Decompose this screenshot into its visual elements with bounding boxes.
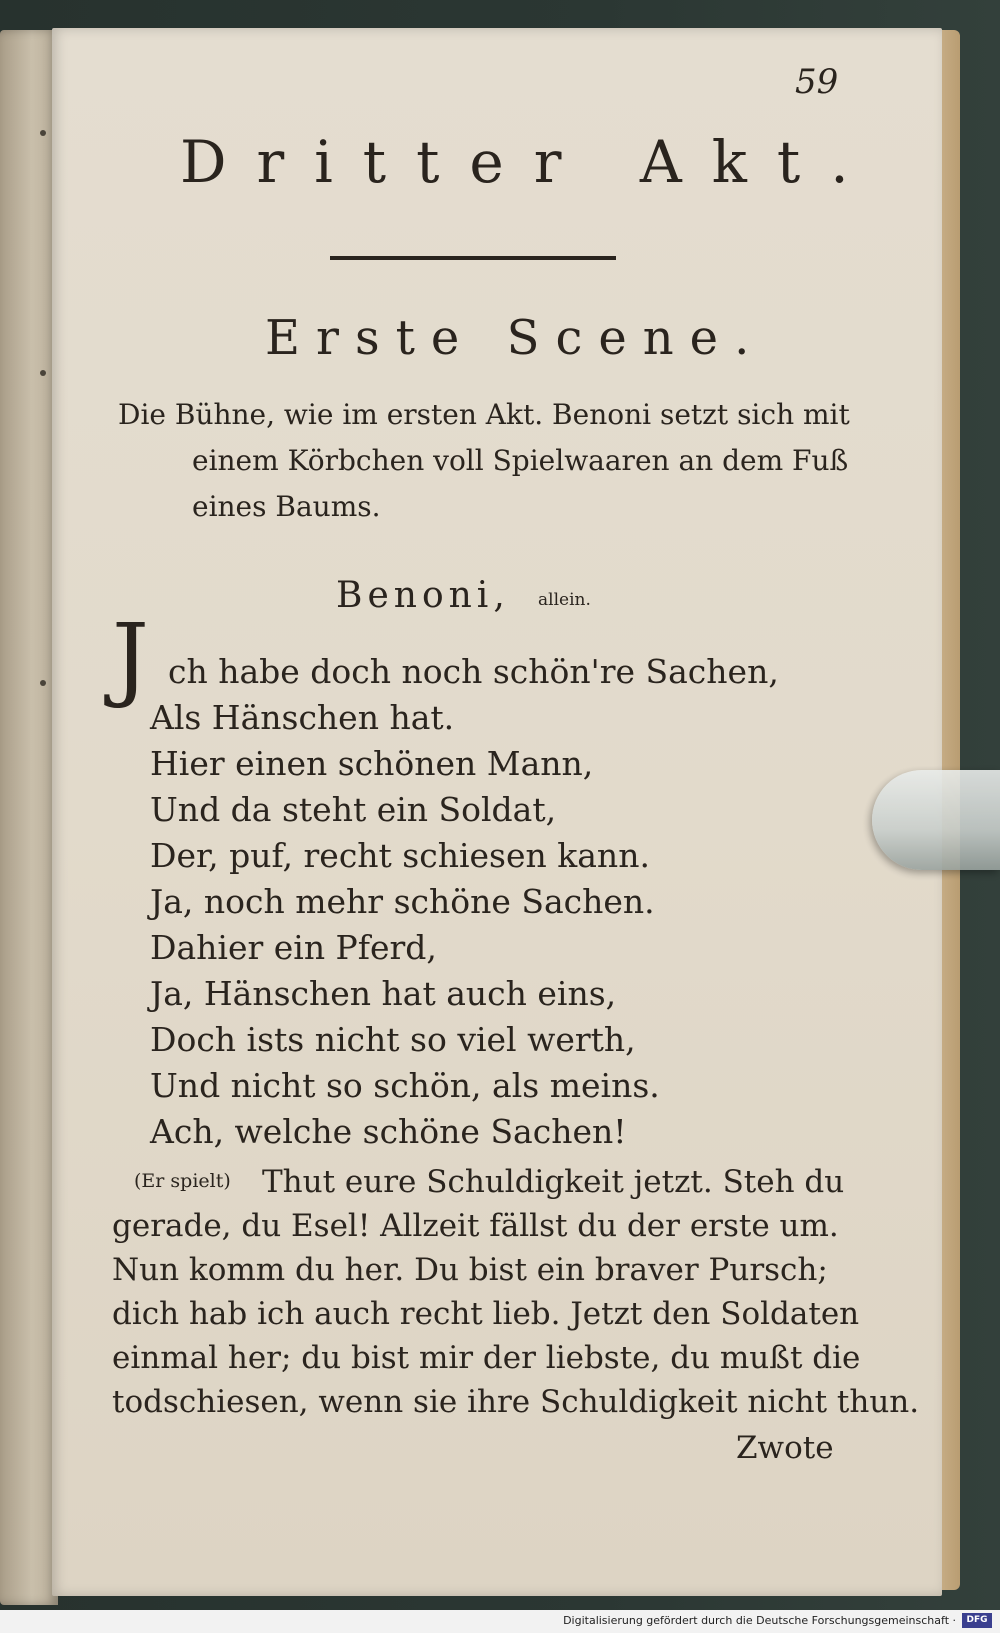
prose-line: dich hab ich auch recht lieb. Jetzt den Soldaten [112,1296,860,1332]
page-clip [872,770,1000,870]
verse-line: Und da steht ein Soldat, [150,790,557,829]
verse-line: Und nicht so schön, als meins. [150,1066,660,1105]
stage-direction-line: einem Körbchen voll Spielwaaren an dem Fuß [192,444,849,477]
prose-line: todschiesen, wenn sie ihre Schuldigkeit nicht thun. [112,1384,920,1420]
verse-line: Dahier ein Pferd, [150,928,437,967]
dfg-logo: DFG [962,1613,992,1628]
stage-direction-inline: (Er spielt) [134,1170,231,1192]
prose-line: einmal her; du bist mir der liebste, du mußt die [112,1340,861,1376]
act-heading: Dritter Akt. [180,128,879,196]
prose-line: Nun komm du her. Du bist ein braver Pursch; [112,1252,828,1288]
verse-line: Der, puf, recht schiesen kann. [150,836,650,875]
heading-rule [330,256,616,260]
drop-cap: J [112,604,149,711]
speaker-note: allein. [538,590,591,610]
binding-hole [40,370,46,376]
stage-direction-line: Die Bühne, wie im ersten Akt. Benoni setzt sich mit [118,398,850,431]
page-number: 59 [795,62,839,102]
verse-line: Doch ists nicht so viel werth, [150,1020,636,1059]
prose-line: gerade, du Esel! Allzeit fällst du der erste um. [112,1208,839,1244]
verse-line: ch habe doch noch schön're Sachen, [168,652,779,691]
speaker-name: Benoni, [336,575,510,616]
binding-hole [40,130,46,136]
verse-line: Ja, noch mehr schöne Sachen. [150,882,655,921]
prose-line: Thut eure Schuldigkeit jetzt. Steh du [262,1164,845,1200]
facing-page-edge [0,30,58,1605]
verse-line: Hier einen schönen Mann, [150,744,594,783]
catchword: Zwote [736,1430,834,1466]
verse-line: Ach, welche schöne Sachen! [150,1112,627,1151]
stage-direction-line: eines Baums. [192,490,381,523]
verse-line: Als Hänschen hat. [150,698,455,737]
footer-credit: Digitalisierung gefördert durch die Deutsche Forschungsgemeinschaft · [563,1614,956,1627]
verse-line: Ja, Hänschen hat auch eins, [150,974,617,1013]
binding-hole [40,680,46,686]
scene-heading: Erste Scene. [265,310,766,366]
